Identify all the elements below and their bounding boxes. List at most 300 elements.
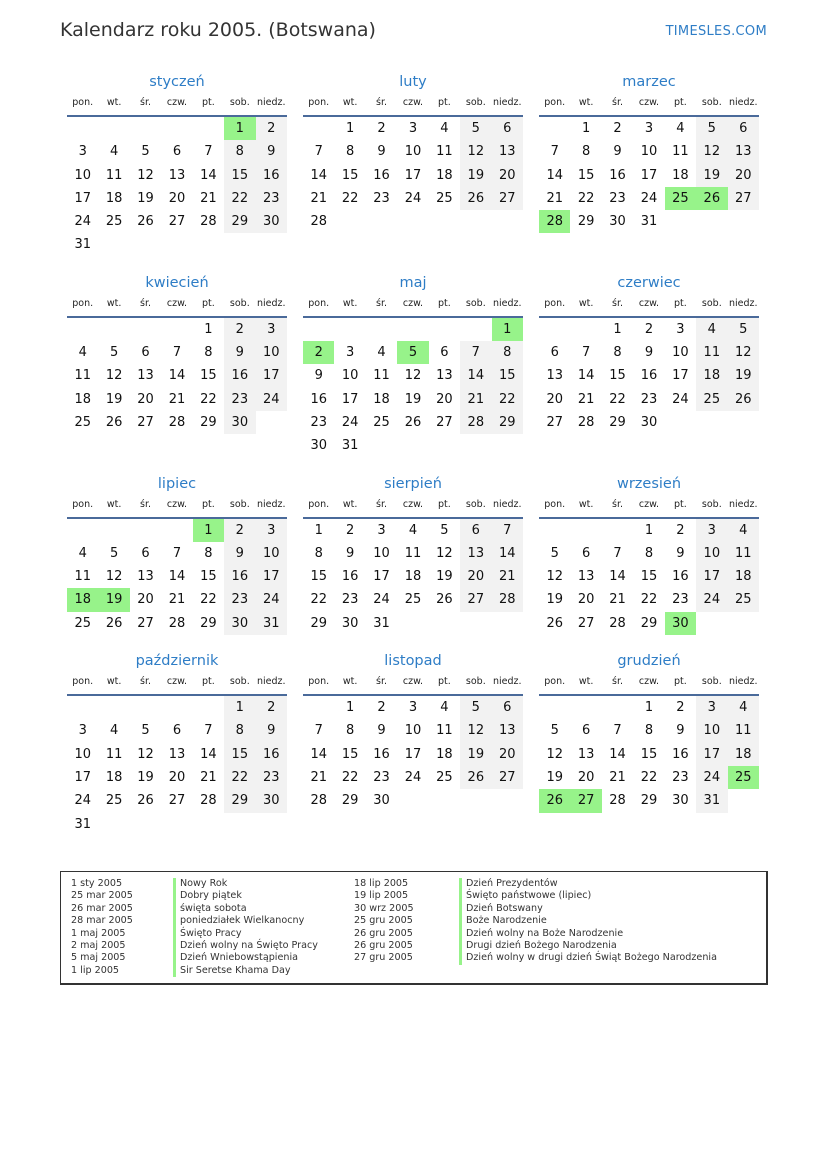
day-cell[interactable]: 22 — [609, 391, 626, 407]
day-cell[interactable]: 11 — [728, 542, 759, 565]
day-cell[interactable]: 7 — [314, 723, 323, 739]
day-cell[interactable]: 4 — [728, 696, 759, 719]
day-cell[interactable]: 5 — [141, 723, 150, 739]
day-cell[interactable]: 21 — [577, 391, 595, 407]
day-cell[interactable]: 8 — [224, 719, 255, 742]
day-cell[interactable]: 20 — [168, 769, 186, 785]
day-cell[interactable]: 11 — [436, 144, 453, 160]
day-cell[interactable]: 17 — [256, 565, 287, 588]
day-cell[interactable]: 5 — [728, 318, 759, 341]
day-cell[interactable]: 26 — [137, 214, 154, 230]
holiday-day-cell[interactable]: 28 — [539, 210, 570, 233]
day-cell[interactable]: 8 — [644, 545, 654, 561]
day-cell[interactable]: 5 — [460, 696, 491, 719]
day-cell[interactable]: 13 — [577, 569, 595, 585]
day-cell[interactable]: 13 — [168, 746, 186, 762]
day-cell[interactable]: 4 — [440, 121, 449, 136]
day-cell[interactable]: 24 — [256, 588, 287, 611]
day-cell[interactable]: 24 — [74, 214, 91, 230]
day-cell[interactable]: 10 — [256, 341, 287, 364]
day-cell[interactable]: 23 — [672, 769, 689, 785]
day-cell[interactable]: 2 — [345, 522, 355, 538]
day-cell[interactable]: 15 — [640, 746, 658, 762]
day-cell[interactable]: 10 — [404, 723, 422, 739]
day-cell[interactable]: 28 — [200, 214, 217, 230]
day-cell[interactable]: 6 — [141, 345, 150, 361]
day-cell[interactable]: 17 — [404, 746, 422, 762]
day-cell[interactable]: 28 — [310, 214, 327, 230]
day-cell[interactable]: 18 — [373, 391, 390, 407]
day-cell[interactable]: 17 — [256, 364, 287, 387]
day-cell[interactable]: 4 — [109, 144, 119, 160]
day-cell[interactable]: 11 — [373, 368, 390, 384]
day-cell[interactable]: 5 — [109, 345, 119, 361]
day-cell[interactable]: 18 — [436, 746, 453, 762]
day-cell[interactable]: 2 — [256, 696, 287, 719]
day-cell[interactable]: 14 — [609, 569, 626, 585]
day-cell[interactable]: 22 — [577, 190, 595, 206]
day-cell[interactable]: 13 — [546, 368, 563, 384]
day-cell[interactable]: 7 — [314, 144, 323, 160]
day-cell[interactable]: 11 — [105, 167, 123, 183]
day-cell[interactable]: 15 — [609, 368, 626, 384]
day-cell[interactable]: 21 — [200, 769, 217, 785]
day-cell[interactable]: 9 — [644, 345, 654, 361]
day-cell[interactable]: 4 — [408, 522, 418, 538]
day-cell[interactable]: 4 — [109, 723, 119, 739]
day-cell[interactable]: 2 — [377, 121, 386, 136]
day-cell[interactable]: 27 — [137, 615, 154, 631]
day-cell[interactable]: 16 — [224, 364, 255, 387]
day-cell[interactable]: 7 — [581, 345, 591, 361]
day-cell[interactable]: 18 — [74, 391, 91, 407]
day-cell[interactable]: 19 — [546, 592, 563, 608]
day-cell[interactable]: 24 — [74, 793, 91, 809]
day-cell[interactable]: 7 — [613, 545, 622, 561]
day-cell[interactable]: 4 — [696, 318, 727, 341]
day-cell[interactable]: 12 — [137, 167, 154, 183]
day-cell[interactable]: 15 — [224, 164, 255, 187]
day-cell[interactable]: 28 — [168, 615, 186, 631]
day-cell[interactable]: 30 — [609, 214, 626, 230]
day-cell[interactable]: 25 — [404, 592, 422, 608]
day-cell[interactable]: 24 — [341, 414, 359, 430]
day-cell[interactable]: 6 — [440, 345, 449, 361]
day-cell[interactable]: 27 — [168, 793, 186, 809]
day-cell[interactable]: 2 — [613, 121, 622, 136]
day-cell[interactable]: 10 — [696, 719, 727, 742]
day-cell[interactable]: 9 — [377, 144, 386, 160]
holiday-day-cell[interactable]: 1 — [193, 519, 224, 542]
day-cell[interactable]: 4 — [440, 700, 449, 716]
day-cell[interactable]: 31 — [74, 237, 91, 253]
holiday-day-cell[interactable]: 25 — [665, 187, 696, 210]
day-cell[interactable]: 11 — [728, 719, 759, 742]
day-cell[interactable]: 20 — [492, 743, 523, 766]
day-cell[interactable]: 26 — [728, 388, 759, 411]
day-cell[interactable]: 26 — [436, 592, 453, 608]
day-cell[interactable]: 9 — [345, 545, 355, 561]
day-cell[interactable]: 29 — [224, 789, 255, 812]
day-cell[interactable]: 23 — [341, 592, 359, 608]
day-cell[interactable]: 5 — [141, 144, 150, 160]
day-cell[interactable]: 20 — [728, 164, 759, 187]
day-cell[interactable]: 12 — [404, 368, 422, 384]
day-cell[interactable]: 31 — [696, 789, 727, 812]
day-cell[interactable]: 16 — [609, 167, 626, 183]
day-cell[interactable]: 19 — [460, 743, 491, 766]
day-cell[interactable]: 9 — [377, 723, 386, 739]
day-cell[interactable]: 31 — [74, 816, 91, 832]
day-cell[interactable]: 13 — [137, 569, 154, 585]
day-cell[interactable]: 29 — [640, 615, 658, 631]
day-cell[interactable]: 6 — [172, 144, 182, 160]
day-cell[interactable]: 20 — [460, 565, 491, 588]
day-cell[interactable]: 13 — [436, 368, 453, 384]
day-cell[interactable]: 31 — [640, 214, 658, 230]
day-cell[interactable]: 16 — [373, 746, 390, 762]
day-cell[interactable]: 9 — [256, 140, 287, 163]
day-cell[interactable]: 19 — [105, 391, 123, 407]
day-cell[interactable]: 26 — [105, 414, 123, 430]
day-cell[interactable]: 29 — [200, 414, 217, 430]
day-cell[interactable]: 24 — [640, 190, 658, 206]
day-cell[interactable]: 29 — [310, 615, 327, 631]
day-cell[interactable]: 21 — [546, 190, 563, 206]
day-cell[interactable]: 8 — [345, 144, 355, 160]
day-cell[interactable]: 11 — [74, 569, 91, 585]
day-cell[interactable]: 1 — [224, 696, 255, 719]
day-cell[interactable]: 29 — [200, 615, 217, 631]
day-cell[interactable]: 12 — [546, 569, 563, 585]
day-cell[interactable]: 30 — [373, 793, 390, 809]
day-cell[interactable]: 13 — [460, 542, 491, 565]
day-cell[interactable]: 7 — [613, 723, 622, 739]
day-cell[interactable]: 29 — [640, 793, 658, 809]
day-cell[interactable]: 12 — [137, 746, 154, 762]
day-cell[interactable]: 14 — [310, 167, 327, 183]
day-cell[interactable]: 24 — [672, 391, 689, 407]
day-cell[interactable]: 15 — [224, 743, 255, 766]
day-cell[interactable]: 24 — [373, 592, 390, 608]
day-cell[interactable]: 8 — [314, 545, 323, 561]
day-cell[interactable]: 24 — [404, 190, 422, 206]
day-cell[interactable]: 25 — [74, 615, 91, 631]
day-cell[interactable]: 14 — [168, 368, 186, 384]
holiday-day-cell[interactable]: 26 — [696, 187, 727, 210]
day-cell[interactable]: 16 — [672, 569, 689, 585]
day-cell[interactable]: 20 — [168, 190, 186, 206]
day-cell[interactable]: 9 — [224, 542, 255, 565]
day-cell[interactable]: 22 — [492, 388, 523, 411]
day-cell[interactable]: 17 — [696, 565, 727, 588]
day-cell[interactable]: 15 — [200, 368, 217, 384]
day-cell[interactable]: 19 — [436, 569, 453, 585]
day-cell[interactable]: 13 — [577, 746, 595, 762]
day-cell[interactable]: 16 — [341, 569, 359, 585]
day-cell[interactable]: 17 — [373, 569, 390, 585]
day-cell[interactable]: 31 — [373, 615, 390, 631]
day-cell[interactable]: 13 — [492, 719, 523, 742]
day-cell[interactable]: 19 — [546, 769, 563, 785]
day-cell[interactable]: 30 — [256, 789, 287, 812]
day-cell[interactable]: 30 — [224, 411, 255, 434]
day-cell[interactable]: 1 — [314, 522, 323, 538]
day-cell[interactable]: 16 — [256, 164, 287, 187]
day-cell[interactable]: 22 — [640, 769, 658, 785]
day-cell[interactable]: 28 — [310, 793, 327, 809]
day-cell[interactable]: 16 — [672, 746, 689, 762]
day-cell[interactable]: 3 — [377, 522, 386, 538]
day-cell[interactable]: 14 — [168, 569, 186, 585]
day-cell[interactable]: 21 — [168, 592, 186, 608]
day-cell[interactable]: 12 — [728, 341, 759, 364]
day-cell[interactable]: 14 — [200, 167, 217, 183]
day-cell[interactable]: 17 — [672, 368, 689, 384]
day-cell[interactable]: 19 — [404, 391, 422, 407]
day-cell[interactable]: 24 — [696, 766, 727, 789]
day-cell[interactable]: 14 — [577, 368, 595, 384]
day-cell[interactable]: 10 — [341, 368, 359, 384]
day-cell[interactable]: 17 — [341, 391, 359, 407]
day-cell[interactable]: 6 — [581, 545, 591, 561]
day-cell[interactable]: 22 — [200, 391, 217, 407]
day-cell[interactable]: 6 — [492, 117, 523, 140]
day-cell[interactable]: 20 — [577, 769, 595, 785]
day-cell[interactable]: 6 — [492, 696, 523, 719]
day-cell[interactable]: 26 — [460, 187, 491, 210]
day-cell[interactable]: 3 — [644, 121, 654, 136]
holiday-day-cell[interactable]: 25 — [728, 766, 759, 789]
day-cell[interactable]: 24 — [256, 388, 287, 411]
day-cell[interactable]: 30 — [256, 210, 287, 233]
day-cell[interactable]: 8 — [613, 345, 622, 361]
day-cell[interactable]: 23 — [310, 414, 327, 430]
day-cell[interactable]: 11 — [696, 341, 727, 364]
day-cell[interactable]: 27 — [492, 766, 523, 789]
day-cell[interactable]: 12 — [105, 569, 123, 585]
day-cell[interactable]: 30 — [224, 612, 255, 635]
holiday-day-cell[interactable]: 30 — [665, 612, 696, 635]
day-cell[interactable]: 16 — [310, 391, 327, 407]
day-cell[interactable]: 3 — [696, 519, 727, 542]
day-cell[interactable]: 6 — [728, 117, 759, 140]
day-cell[interactable]: 17 — [696, 743, 727, 766]
day-cell[interactable]: 24 — [404, 769, 422, 785]
day-cell[interactable]: 3 — [78, 144, 87, 160]
day-cell[interactable]: 12 — [460, 719, 491, 742]
day-cell[interactable]: 14 — [492, 542, 523, 565]
day-cell[interactable]: 25 — [436, 769, 453, 785]
day-cell[interactable]: 20 — [137, 592, 154, 608]
day-cell[interactable]: 6 — [141, 545, 150, 561]
day-cell[interactable]: 14 — [460, 364, 491, 387]
day-cell[interactable]: 21 — [492, 565, 523, 588]
day-cell[interactable]: 7 — [172, 545, 182, 561]
day-cell[interactable]: 3 — [256, 318, 287, 341]
day-cell[interactable]: 23 — [672, 592, 689, 608]
holiday-day-cell[interactable]: 26 — [539, 789, 570, 812]
day-cell[interactable]: 25 — [436, 190, 453, 206]
day-cell[interactable]: 20 — [546, 391, 563, 407]
day-cell[interactable]: 2 — [377, 700, 386, 716]
day-cell[interactable]: 1 — [345, 700, 355, 716]
day-cell[interactable]: 8 — [492, 341, 523, 364]
day-cell[interactable]: 22 — [224, 187, 255, 210]
day-cell[interactable]: 16 — [224, 565, 255, 588]
day-cell[interactable]: 1 — [613, 321, 622, 337]
day-cell[interactable]: 2 — [224, 519, 255, 542]
day-cell[interactable]: 13 — [728, 140, 759, 163]
day-cell[interactable]: 4 — [78, 545, 87, 561]
day-cell[interactable]: 21 — [609, 769, 626, 785]
day-cell[interactable]: 8 — [345, 723, 355, 739]
day-cell[interactable]: 5 — [440, 522, 449, 538]
day-cell[interactable]: 3 — [256, 519, 287, 542]
day-cell[interactable]: 5 — [109, 545, 119, 561]
day-cell[interactable]: 27 — [492, 187, 523, 210]
day-cell[interactable]: 3 — [408, 700, 418, 716]
day-cell[interactable]: 2 — [224, 318, 255, 341]
day-cell[interactable]: 24 — [696, 588, 727, 611]
day-cell[interactable]: 31 — [341, 438, 359, 454]
day-cell[interactable]: 7 — [492, 519, 523, 542]
day-cell[interactable]: 4 — [676, 121, 685, 136]
day-cell[interactable]: 11 — [74, 368, 91, 384]
day-cell[interactable]: 20 — [137, 391, 154, 407]
day-cell[interactable]: 26 — [137, 793, 154, 809]
day-cell[interactable]: 28 — [577, 414, 595, 430]
day-cell[interactable]: 20 — [577, 592, 595, 608]
day-cell[interactable]: 22 — [310, 592, 327, 608]
day-cell[interactable]: 12 — [546, 746, 563, 762]
day-cell[interactable]: 13 — [492, 140, 523, 163]
day-cell[interactable]: 30 — [310, 438, 327, 454]
day-cell[interactable]: 4 — [728, 519, 759, 542]
day-cell[interactable]: 3 — [345, 345, 355, 361]
day-cell[interactable]: 1 — [345, 121, 355, 136]
day-cell[interactable]: 14 — [609, 746, 626, 762]
day-cell[interactable]: 1 — [581, 121, 591, 136]
day-cell[interactable]: 19 — [137, 769, 154, 785]
day-cell[interactable]: 27 — [137, 414, 154, 430]
day-cell[interactable]: 19 — [696, 164, 727, 187]
day-cell[interactable]: 12 — [696, 140, 727, 163]
day-cell[interactable]: 11 — [105, 746, 123, 762]
day-cell[interactable]: 25 — [696, 388, 727, 411]
day-cell[interactable]: 28 — [460, 411, 491, 434]
day-cell[interactable]: 18 — [728, 743, 759, 766]
day-cell[interactable]: 16 — [640, 368, 658, 384]
day-cell[interactable]: 17 — [74, 769, 91, 785]
day-cell[interactable]: 21 — [609, 592, 626, 608]
day-cell[interactable]: 3 — [78, 723, 87, 739]
day-cell[interactable]: 10 — [74, 167, 91, 183]
day-cell[interactable]: 10 — [404, 144, 422, 160]
day-cell[interactable]: 9 — [676, 545, 685, 561]
day-cell[interactable]: 16 — [373, 167, 390, 183]
day-cell[interactable]: 5 — [550, 545, 559, 561]
day-cell[interactable]: 15 — [341, 746, 359, 762]
day-cell[interactable]: 13 — [137, 368, 154, 384]
day-cell[interactable]: 6 — [172, 723, 182, 739]
day-cell[interactable]: 6 — [460, 519, 491, 542]
day-cell[interactable]: 8 — [204, 545, 213, 561]
day-cell[interactable]: 22 — [200, 592, 217, 608]
day-cell[interactable]: 22 — [341, 190, 359, 206]
day-cell[interactable]: 21 — [460, 388, 491, 411]
day-cell[interactable]: 9 — [676, 723, 685, 739]
day-cell[interactable]: 26 — [460, 766, 491, 789]
day-cell[interactable]: 8 — [224, 140, 255, 163]
day-cell[interactable]: 10 — [696, 542, 727, 565]
holiday-day-cell[interactable]: 5 — [397, 341, 428, 364]
day-cell[interactable]: 23 — [224, 388, 255, 411]
day-cell[interactable]: 11 — [436, 723, 453, 739]
day-cell[interactable]: 30 — [341, 615, 359, 631]
day-cell[interactable]: 8 — [204, 345, 213, 361]
day-cell[interactable]: 23 — [256, 187, 287, 210]
day-cell[interactable]: 25 — [373, 414, 390, 430]
day-cell[interactable]: 4 — [78, 345, 87, 361]
day-cell[interactable]: 29 — [224, 210, 255, 233]
day-cell[interactable]: 10 — [256, 542, 287, 565]
day-cell[interactable]: 19 — [728, 364, 759, 387]
day-cell[interactable]: 31 — [256, 612, 287, 635]
holiday-day-cell[interactable]: 19 — [98, 588, 129, 611]
day-cell[interactable]: 13 — [168, 167, 186, 183]
day-cell[interactable]: 11 — [404, 545, 422, 561]
day-cell[interactable]: 12 — [436, 545, 453, 561]
day-cell[interactable]: 23 — [373, 769, 390, 785]
day-cell[interactable]: 12 — [105, 368, 123, 384]
day-cell[interactable]: 28 — [609, 793, 626, 809]
day-cell[interactable]: 21 — [310, 769, 327, 785]
day-cell[interactable]: 15 — [341, 167, 359, 183]
day-cell[interactable]: 29 — [609, 414, 626, 430]
day-cell[interactable]: 26 — [105, 615, 123, 631]
day-cell[interactable]: 9 — [256, 719, 287, 742]
day-cell[interactable]: 16 — [256, 743, 287, 766]
day-cell[interactable]: 3 — [696, 696, 727, 719]
day-cell[interactable]: 23 — [373, 190, 390, 206]
day-cell[interactable]: 17 — [74, 190, 91, 206]
day-cell[interactable]: 17 — [404, 167, 422, 183]
day-cell[interactable]: 15 — [492, 364, 523, 387]
day-cell[interactable]: 25 — [105, 793, 123, 809]
day-cell[interactable]: 19 — [137, 190, 154, 206]
day-cell[interactable]: 27 — [168, 214, 186, 230]
day-cell[interactable]: 10 — [640, 144, 658, 160]
day-cell[interactable]: 28 — [200, 793, 217, 809]
day-cell[interactable]: 5 — [696, 117, 727, 140]
day-cell[interactable]: 27 — [436, 414, 453, 430]
day-cell[interactable]: 4 — [377, 345, 386, 361]
day-cell[interactable]: 1 — [644, 700, 654, 716]
holiday-day-cell[interactable]: 2 — [303, 341, 334, 364]
day-cell[interactable]: 25 — [74, 414, 91, 430]
day-cell[interactable]: 23 — [256, 766, 287, 789]
day-cell[interactable]: 26 — [546, 615, 563, 631]
day-cell[interactable]: 29 — [577, 214, 595, 230]
day-cell[interactable]: 28 — [492, 588, 523, 611]
day-cell[interactable]: 20 — [436, 391, 453, 407]
day-cell[interactable]: 6 — [581, 723, 591, 739]
day-cell[interactable]: 8 — [644, 723, 654, 739]
day-cell[interactable]: 18 — [105, 190, 123, 206]
day-cell[interactable]: 22 — [640, 592, 658, 608]
day-cell[interactable]: 7 — [204, 144, 213, 160]
